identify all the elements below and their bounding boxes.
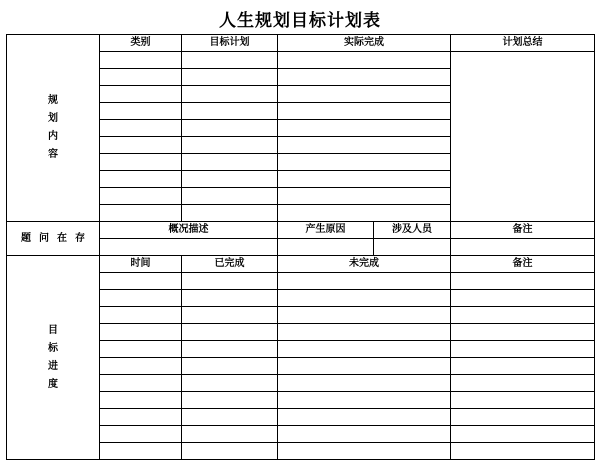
time-cell[interactable] xyxy=(100,341,182,358)
category-cell[interactable] xyxy=(100,188,182,205)
done-cell[interactable] xyxy=(182,273,278,290)
header-progress-remark: 备注 xyxy=(451,256,595,273)
time-cell[interactable] xyxy=(100,324,182,341)
progress-remark-cell[interactable] xyxy=(451,392,595,409)
done-cell[interactable] xyxy=(182,358,278,375)
undone-cell[interactable] xyxy=(278,307,451,324)
header-summary: 计划总结 xyxy=(451,35,595,52)
target-cell[interactable] xyxy=(182,154,278,171)
target-cell[interactable] xyxy=(182,86,278,103)
actual-cell[interactable] xyxy=(278,86,451,103)
done-cell[interactable] xyxy=(182,290,278,307)
category-cell[interactable] xyxy=(100,205,182,222)
progress-section-label xyxy=(7,256,100,460)
time-cell[interactable] xyxy=(100,290,182,307)
done-cell[interactable] xyxy=(182,307,278,324)
category-cell[interactable] xyxy=(100,69,182,86)
category-cell[interactable] xyxy=(100,154,182,171)
progress-remark-cell[interactable] xyxy=(451,409,595,426)
time-cell[interactable] xyxy=(100,307,182,324)
actual-cell[interactable] xyxy=(278,205,451,222)
people-cell[interactable] xyxy=(374,239,451,256)
actual-cell[interactable] xyxy=(278,52,451,69)
done-cell[interactable] xyxy=(182,426,278,443)
category-cell[interactable] xyxy=(100,171,182,188)
header-overview: 概况描述 xyxy=(100,222,278,239)
done-cell[interactable] xyxy=(182,341,278,358)
progress-remark-cell[interactable] xyxy=(451,426,595,443)
progress-remark-cell[interactable] xyxy=(451,324,595,341)
progress-section-label-text: 目标进度 xyxy=(48,324,58,390)
page-title: 人生规划目标计划表 xyxy=(219,11,381,31)
undone-cell[interactable] xyxy=(278,375,451,392)
time-cell[interactable] xyxy=(100,375,182,392)
header-people: 涉及人员 xyxy=(374,222,451,239)
progress-header-row xyxy=(7,256,595,273)
target-cell[interactable] xyxy=(182,103,278,120)
progress-remark-cell[interactable] xyxy=(451,375,595,392)
issue-remark-cell[interactable] xyxy=(451,239,595,256)
header-category: 类别 xyxy=(100,35,182,52)
target-cell[interactable] xyxy=(182,188,278,205)
summary-cell[interactable] xyxy=(451,52,595,222)
time-cell[interactable] xyxy=(100,426,182,443)
time-cell[interactable] xyxy=(100,443,182,460)
undone-cell[interactable] xyxy=(278,426,451,443)
undone-cell[interactable] xyxy=(278,443,451,460)
undone-cell[interactable] xyxy=(278,290,451,307)
category-cell[interactable] xyxy=(100,86,182,103)
target-cell[interactable] xyxy=(182,52,278,69)
target-cell[interactable] xyxy=(182,137,278,154)
table-body xyxy=(7,35,595,460)
progress-remark-cell[interactable] xyxy=(451,443,595,460)
header-undone: 未完成 xyxy=(278,256,451,273)
time-cell[interactable] xyxy=(100,273,182,290)
time-cell[interactable] xyxy=(100,358,182,375)
actual-cell[interactable] xyxy=(278,120,451,137)
actual-cell[interactable] xyxy=(278,69,451,86)
category-cell[interactable] xyxy=(100,52,182,69)
target-cell[interactable] xyxy=(182,171,278,188)
progress-remark-cell[interactable] xyxy=(451,307,595,324)
plan-section-label xyxy=(7,35,100,222)
issues-header-row xyxy=(7,222,595,239)
done-cell[interactable] xyxy=(182,392,278,409)
progress-remark-cell[interactable] xyxy=(451,290,595,307)
target-cell[interactable] xyxy=(182,69,278,86)
header-target: 目标计划 xyxy=(182,35,278,52)
header-issue-remark: 备注 xyxy=(451,222,595,239)
time-cell[interactable] xyxy=(100,409,182,426)
actual-cell[interactable] xyxy=(278,154,451,171)
target-cell[interactable] xyxy=(182,120,278,137)
undone-cell[interactable] xyxy=(278,273,451,290)
header-cause: 产生原因 xyxy=(278,222,374,239)
actual-cell[interactable] xyxy=(278,171,451,188)
cause-cell[interactable] xyxy=(278,239,374,256)
category-cell[interactable] xyxy=(100,103,182,120)
plan-table xyxy=(6,34,595,460)
undone-cell[interactable] xyxy=(278,358,451,375)
done-cell[interactable] xyxy=(182,375,278,392)
plan-header-row xyxy=(7,35,595,52)
target-cell[interactable] xyxy=(182,205,278,222)
overview-cell[interactable] xyxy=(100,239,278,256)
header-time: 时间 xyxy=(100,256,182,273)
actual-cell[interactable] xyxy=(278,137,451,154)
undone-cell[interactable] xyxy=(278,341,451,358)
header-actual: 实际完成 xyxy=(278,35,451,52)
done-cell[interactable] xyxy=(182,409,278,426)
category-cell[interactable] xyxy=(100,137,182,154)
undone-cell[interactable] xyxy=(278,409,451,426)
time-cell[interactable] xyxy=(100,392,182,409)
done-cell[interactable] xyxy=(182,443,278,460)
progress-remark-cell[interactable] xyxy=(451,273,595,290)
actual-cell[interactable] xyxy=(278,103,451,120)
issues-section-label: 题问在存 xyxy=(7,222,100,256)
done-cell[interactable] xyxy=(182,324,278,341)
category-cell[interactable] xyxy=(100,120,182,137)
undone-cell[interactable] xyxy=(278,392,451,409)
progress-remark-cell[interactable] xyxy=(451,358,595,375)
actual-cell[interactable] xyxy=(278,188,451,205)
plan-section-label-text: 规划内容 xyxy=(48,95,58,160)
header-done: 已完成 xyxy=(182,256,278,273)
undone-cell[interactable] xyxy=(278,324,451,341)
progress-remark-cell[interactable] xyxy=(451,341,595,358)
